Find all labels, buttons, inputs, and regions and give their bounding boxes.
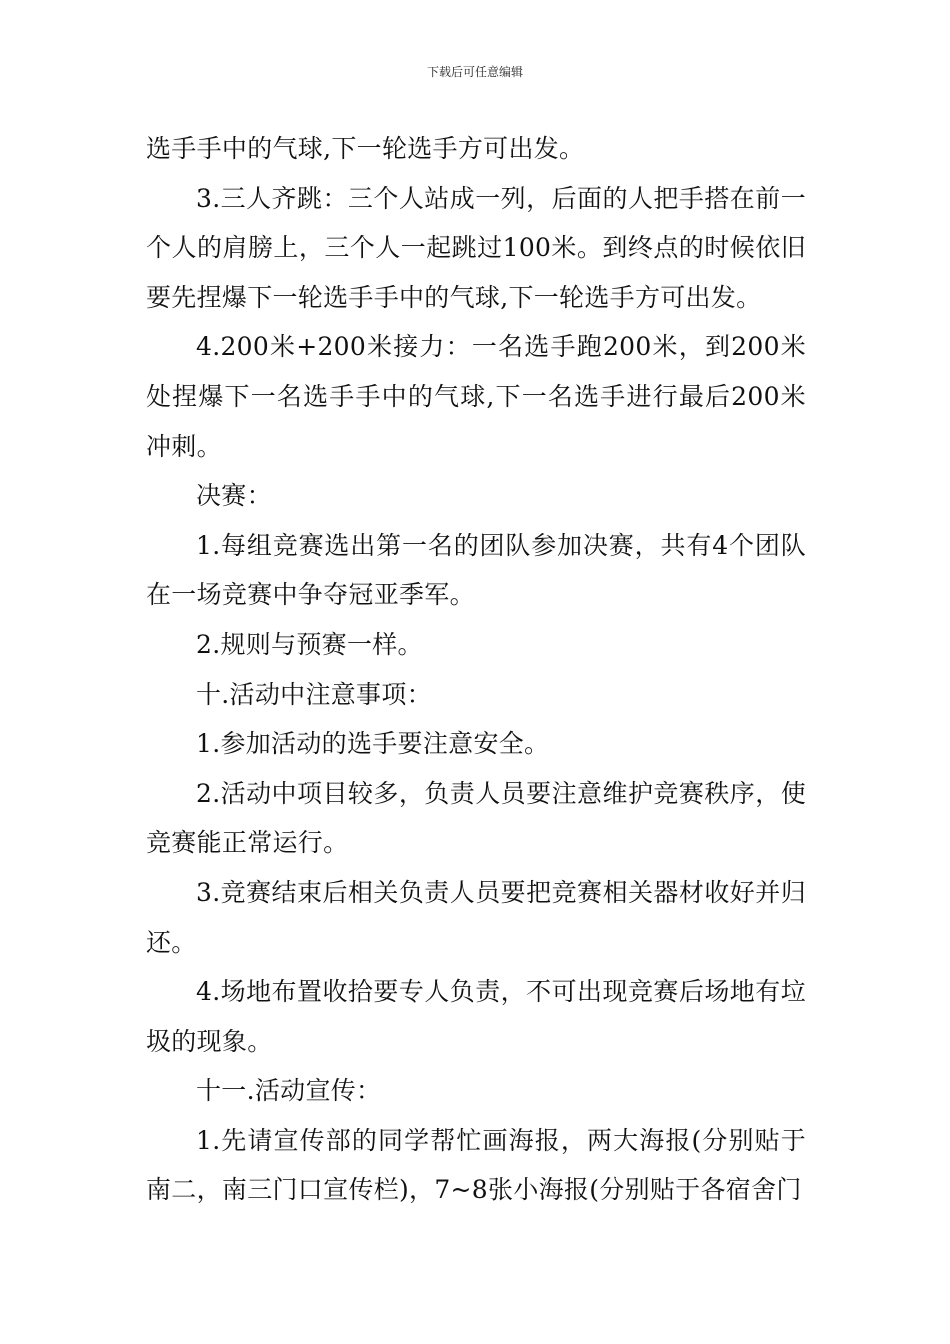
document-body xyxy=(146,124,806,1215)
heading-finals: 决赛： xyxy=(196,481,272,511)
page-header-note: 下载后可任意编辑 xyxy=(426,65,523,79)
paragraph-notice-3: 3.竞赛结束后相关负责人员要把竞赛相关器材收好并归还。 xyxy=(146,877,806,957)
paragraph-continuation: 选手手中的气球,下一轮选手方可出发。 xyxy=(146,134,585,163)
paragraph-finals-rule-2: 2.规则与预赛一样。 xyxy=(196,629,423,659)
paragraph-notice-4: 4.场地布置收拾要专人负责，不可出现竞赛后场地有垃圾的现象。 xyxy=(146,977,806,1056)
paragraph-publicity-1: 1.先请宣传部的同学帮忙画海报，两大海报(分别贴于南二，南三门口宣传栏)，7~8张小海报(分别贴于各宿舍门 xyxy=(146,1125,806,1205)
paragraph-three-person-jump: 3.三人齐跳：三个人站成一列，后面的人把手搭在前一个人的肩膀上，三个人一起跳过100米。到终点的时候依旧要先捏爆下一轮选手手中的气球,下一轮选手方可出发。 xyxy=(146,183,806,312)
paragraph-relay: 4.200米+200米接力：一名选手跑200米，到200米处捏爆下一名选手手中的气球,下一名选手进行最后200米冲刺。 xyxy=(146,332,806,461)
paragraph-notice-2: 2.活动中项目较多，负责人员要注意维护竞赛秩序，使竞赛能正常运行。 xyxy=(146,778,806,858)
paragraph-finals-rule-1: 1.每组竞赛选出第一名的团队参加决赛，共有4个团队在一场竞赛中争夺冠亚季军。 xyxy=(146,530,806,610)
heading-section-10: 十.活动中注意事项： xyxy=(196,679,432,709)
heading-section-11: 十一.活动宣传： xyxy=(196,1076,382,1106)
paragraph-notice-1: 1.参加活动的选手要注意安全。 xyxy=(196,729,550,759)
